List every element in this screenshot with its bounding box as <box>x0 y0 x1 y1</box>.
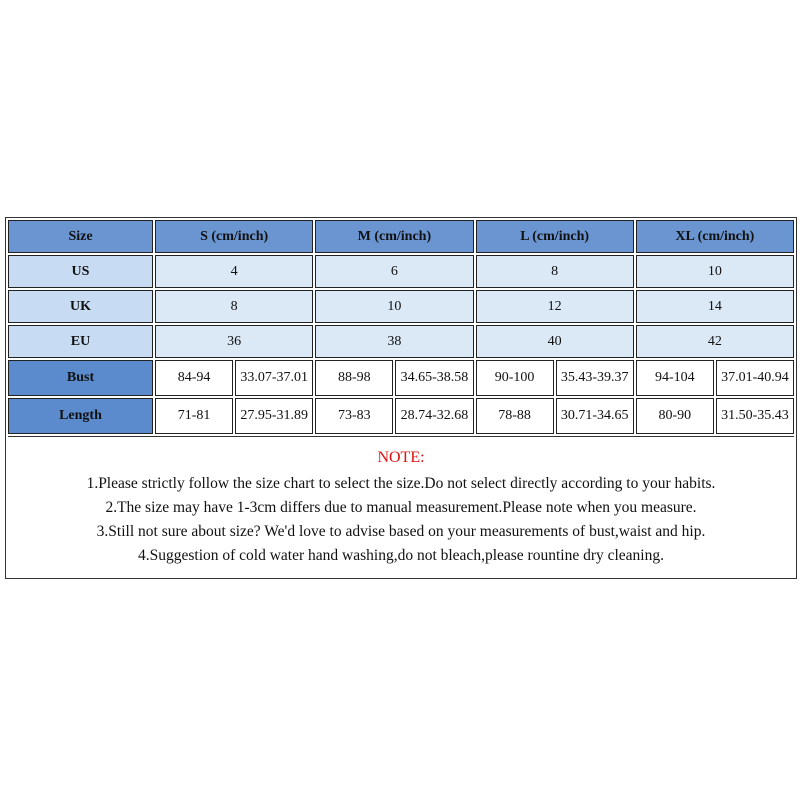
us-xl-value: 10 <box>636 255 794 288</box>
uk-xl-value: 14 <box>636 290 794 323</box>
bust-m-cm: 88-98 <box>315 360 393 396</box>
size-chart <box>5 217 797 579</box>
bust-row <box>8 360 794 396</box>
length-l-cm: 78-88 <box>476 398 554 434</box>
uk-label: UK <box>8 290 153 323</box>
bust-xl-inch: 37.01-40.94 <box>716 360 794 396</box>
length-s-cm: 71-81 <box>155 398 233 434</box>
length-xl-inch: 31.50-35.43 <box>716 398 794 434</box>
size-s-header: S (cm/inch) <box>155 220 313 253</box>
bust-l-inch: 35.43-39.37 <box>556 360 634 396</box>
note-line-3: 3.Still not sure about size? We'd love to advise based on your measurements of bust,waist and hip. <box>96 523 706 540</box>
size-m-header: M (cm/inch) <box>315 220 473 253</box>
eu-l-value: 40 <box>476 325 634 358</box>
eu-m-value: 38 <box>315 325 473 358</box>
size-xl-header: XL (cm/inch) <box>636 220 794 253</box>
us-m-value: 6 <box>315 255 473 288</box>
note-title: NOTE: <box>377 449 425 466</box>
eu-row <box>8 325 794 358</box>
bust-label: Bust <box>8 360 153 396</box>
length-label: Length <box>8 398 153 434</box>
length-m-inch: 28.74-32.68 <box>395 398 473 434</box>
note-line-2: 2.The size may have 1-3cm differs due to manual measurement.Please note when you measure. <box>105 499 697 516</box>
note-line-4: 4.Suggestion of cold water hand washing,do not bleach,please rountine dry cleaning. <box>137 547 664 564</box>
us-row <box>8 255 794 288</box>
length-xl-cm: 80-90 <box>636 398 714 434</box>
bust-m-inch: 34.65-38.58 <box>395 360 473 396</box>
length-l-inch: 30.71-34.65 <box>556 398 634 434</box>
length-m-cm: 73-83 <box>315 398 393 434</box>
us-label: US <box>8 255 153 288</box>
note-line-1: 1.Please strictly follow the size chart to select the size.Do not select directly according to your habits. <box>86 475 716 492</box>
us-l-value: 8 <box>476 255 634 288</box>
uk-m-value: 10 <box>315 290 473 323</box>
bust-l-cm: 90-100 <box>476 360 554 396</box>
eu-label: EU <box>8 325 153 358</box>
eu-xl-value: 42 <box>636 325 794 358</box>
uk-row <box>8 290 794 323</box>
bust-xl-cm: 94-104 <box>636 360 714 396</box>
length-s-inch: 27.95-31.89 <box>235 398 313 434</box>
eu-s-value: 36 <box>155 325 313 358</box>
notes-section <box>8 436 794 576</box>
size-l-header: L (cm/inch) <box>476 220 634 253</box>
bust-s-inch: 33.07-37.01 <box>235 360 313 396</box>
size-header: Size <box>8 220 153 253</box>
uk-l-value: 12 <box>476 290 634 323</box>
us-s-value: 4 <box>155 255 313 288</box>
length-row <box>8 398 794 434</box>
bust-s-cm: 84-94 <box>155 360 233 396</box>
header-row <box>8 220 794 253</box>
uk-s-value: 8 <box>155 290 313 323</box>
size-table <box>6 218 796 436</box>
